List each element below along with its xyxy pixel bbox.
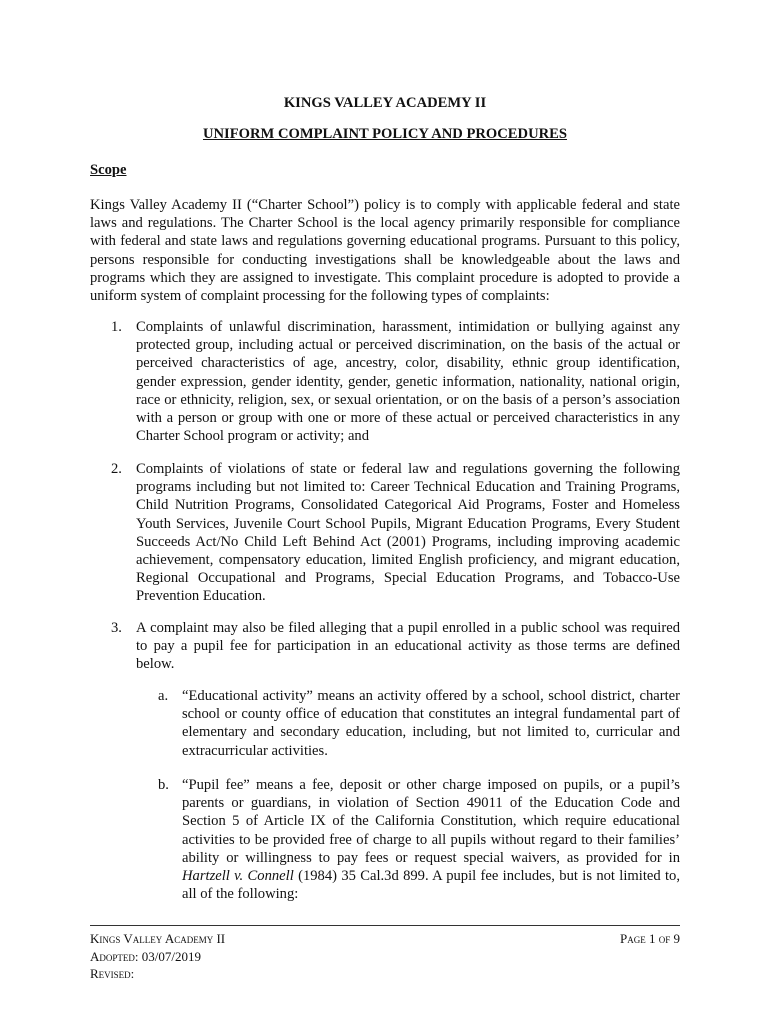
footer-left <box>90 930 225 983</box>
intro-paragraph: Kings Valley Academy II (“Charter School”) policy is to comply with applicable federal and state laws and regulations. The Charter School is the local agency primarily responsible for compliance with federal and state laws and regulations governing educational programs. Pursuant to this policy, persons responsible for conducting investigations shall be knowledgeable about the laws and programs which they are assigned to investigate. This complaint procedure is adopted to provide a uniform system of complaint processing for the following types of complaints: <box>90 197 680 305</box>
footer-adopted: Adopted: 03/07/2019 <box>90 948 201 964</box>
list-item-text: Complaints of unlawful discrimination, harassment, intimidation or bullying against any protected group, including actual or perceived discrimination, on the basis of the actual or perceived characteristics of age, ancestry, color, disability, ethnic group identification, gender expression, gender identity, gender, genetic information, nationality, national origin, race or ethnicity, religion, sex, or sexual orientation, or on the basis of a person’s association with a person or group with one or more of these actual or perceived characteristics in any Charter School program or activity; and <box>136 319 680 445</box>
list-item-number: 2. <box>111 461 122 477</box>
scope-heading: Scope <box>90 162 127 178</box>
footer-divider <box>90 925 680 926</box>
document-title: KINGS VALLEY ACADEMY II <box>283 95 487 111</box>
footer-org: Kings Valley Academy II <box>90 931 226 946</box>
sub-list-item-letter: b. <box>158 777 169 793</box>
list-item-number: 3. <box>111 620 122 636</box>
sub-list-item-letter: a. <box>158 688 169 704</box>
document-subtitle: UNIFORM COMPLAINT POLICY AND PROCEDURES <box>202 126 568 142</box>
sub-list-item-text: “Educational activity” means an activity offered by a school, school district, charter school or county office of education that constitutes an integral fundamental part of elementary and secondary education, including, but not limited to, curricular and extracurricular activities. <box>182 688 680 759</box>
sub-list-item-text-before: “Pupil fee” means a fee, deposit or other charge imposed on pupils, or a pupil’s parents or guardians, in violation of Section 49011 of the Education Code and Section 5 of Article IX of the California Constitution, which require educational activities to be provided free of charge to all pupils without regard to their families’ ability or willingness to pay fees or request special waivers, as provided for in <box>182 777 680 866</box>
sub-list-item-text-after: (1984) 35 Cal.3d 899. A pupil fee includes, but is not limited to, all of the following: <box>182 868 680 903</box>
footer-page-number: Page 1 of 9 <box>620 931 680 946</box>
sub-list-item-text <box>182 776 680 903</box>
footer-revised: Revised: <box>90 966 135 981</box>
case-citation: Hartzell v. Connell <box>182 868 294 885</box>
list-item-number: 1. <box>111 319 122 335</box>
list-item-text: Complaints of violations of state or federal law and regulations governing the following programs including but not limited to: Career Technical Education and Training Programs, Child Nutrition Programs, Consolidated Categorical Aid Programs, Foster and Homeless Youth Services, Juvenile Court School Pupils, Migrant Education Programs, Every Student Succeeds Act/No Child Left Behind Act (2001) Programs, including improving academic achievement, compensatory education, limited English proficiency, and migrant education, Regional Occupational and Programs, Special Education Programs, and Tobacco-Use Prevention Education. <box>136 461 680 605</box>
list-item-text: A complaint may also be filed alleging that a pupil enrolled in a public school was required to pay a pupil fee for participation in an educational activity as those terms are defined below. <box>136 620 680 673</box>
